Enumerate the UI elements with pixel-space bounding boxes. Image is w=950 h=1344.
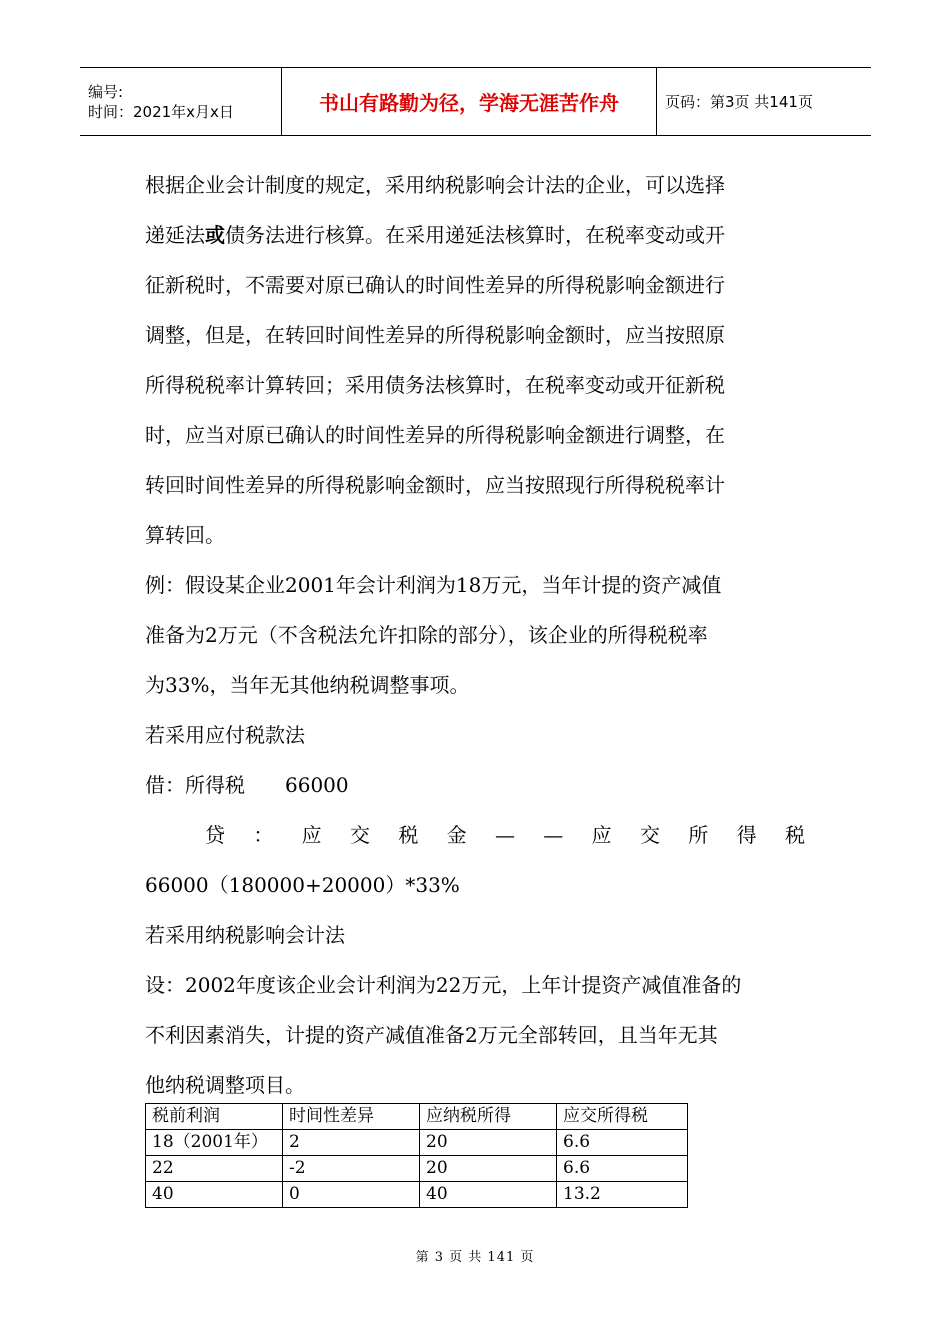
table-header-row	[146, 1104, 688, 1130]
table-cell: 13.2	[557, 1182, 688, 1208]
credit-char: 得	[736, 823, 757, 847]
credit-char: ：	[253, 823, 274, 847]
example-line: 准备为2万元（不含税法允许扣除的部分），该企业的所得税税率	[145, 623, 708, 647]
assumption-line: 设：2002年度该企业会计利润为22万元，上年计提资产减值准备的	[145, 973, 742, 997]
credit-char: 贷	[205, 823, 225, 847]
credit-amount: 66000（180000+20000）*33%	[145, 873, 460, 897]
credit-char: 应	[301, 823, 322, 847]
credit-char: 税	[398, 823, 419, 847]
column-header: 应纳税所得	[420, 1104, 557, 1130]
credit-char: 交	[639, 823, 660, 847]
paragraph-line: 算转回。	[145, 523, 225, 547]
paragraph-line: 所得税税率计算转回；采用债务法核算时，在税率变动或开征新税	[145, 373, 725, 397]
column-header: 应交所得税	[557, 1104, 688, 1130]
bold-text: 或	[205, 223, 225, 247]
table-cell: 6.6	[557, 1156, 688, 1182]
table-cell: 18（2001年）	[146, 1130, 283, 1156]
page-footer: 第 3 页 共 141 页	[415, 1250, 535, 1265]
page-header	[80, 67, 871, 136]
credit-char: 应	[591, 823, 612, 847]
table-row	[146, 1130, 688, 1156]
text-run: 递延法	[145, 223, 205, 247]
table-cell: 22	[146, 1156, 283, 1182]
credit-char: —	[543, 823, 564, 847]
paragraph-line: 根据企业会计制度的规定，采用纳税影响会计法的企业，可以选择	[145, 173, 725, 197]
text-run: 债务法进行核算。在采用递延法核算时，在税率变动或开	[225, 223, 725, 247]
number-label: 编号:	[88, 82, 124, 101]
table-cell: 40	[420, 1182, 557, 1208]
table-cell: 20	[420, 1130, 557, 1156]
credit-char: —	[494, 823, 515, 847]
paragraph-line: 转回时间性差异的所得税影响金额时，应当按照现行所得税税率计	[145, 473, 725, 497]
table-cell: 6.6	[557, 1130, 688, 1156]
document-body	[145, 160, 805, 1110]
table-row	[146, 1182, 688, 1208]
credit-char: 税	[784, 823, 805, 847]
paragraph-line: 调整，但是，在转回时间性差异的所得税影响金额时，应当按照原	[145, 323, 725, 347]
header-motto-cell	[282, 68, 657, 135]
assumption-line: 不利因素消失，计提的资产减值准备2万元全部转回，且当年无其	[145, 1023, 718, 1047]
header-meta	[80, 68, 282, 135]
example-line: 为33%，当年无其他纳税调整事项。	[145, 673, 470, 697]
header-motto: 书山有路勤为径，学海无涯苦作舟	[319, 91, 619, 115]
table-cell: 2	[283, 1130, 420, 1156]
credit-char: 所	[688, 823, 709, 847]
date-label: 时间：2021年x月x日	[88, 102, 234, 121]
table-cell: 0	[283, 1182, 420, 1208]
table-cell: 20	[420, 1156, 557, 1182]
paragraph-line: 时，应当对原已确认的时间性差异的所得税影响金额进行调整，在	[145, 423, 725, 447]
column-header: 时间性差异	[283, 1104, 420, 1130]
paragraph-line: 征新税时，不需要对原已确认的时间性差异的所得税影响金额进行	[145, 273, 725, 297]
credit-entry	[145, 810, 805, 860]
header-page-info: 页码：第3页 共141页	[665, 93, 813, 111]
method-heading: 若采用纳税影响会计法	[145, 923, 345, 947]
paragraph-line	[145, 210, 805, 260]
credit-char: 交	[349, 823, 370, 847]
example-line: 例：假设某企业2001年会计利润为18万元，当年计提的资产减值	[145, 573, 722, 597]
debit-entry: 借：所得税 66000	[145, 773, 349, 797]
tax-table	[145, 1103, 688, 1208]
table-cell: -2	[283, 1156, 420, 1182]
table-cell: 40	[146, 1182, 283, 1208]
method-heading: 若采用应付税款法	[145, 723, 305, 747]
assumption-line: 他纳税调整项目。	[145, 1073, 305, 1097]
table-row	[146, 1156, 688, 1182]
column-header: 税前利润	[146, 1104, 283, 1130]
credit-char: 金	[446, 823, 467, 847]
